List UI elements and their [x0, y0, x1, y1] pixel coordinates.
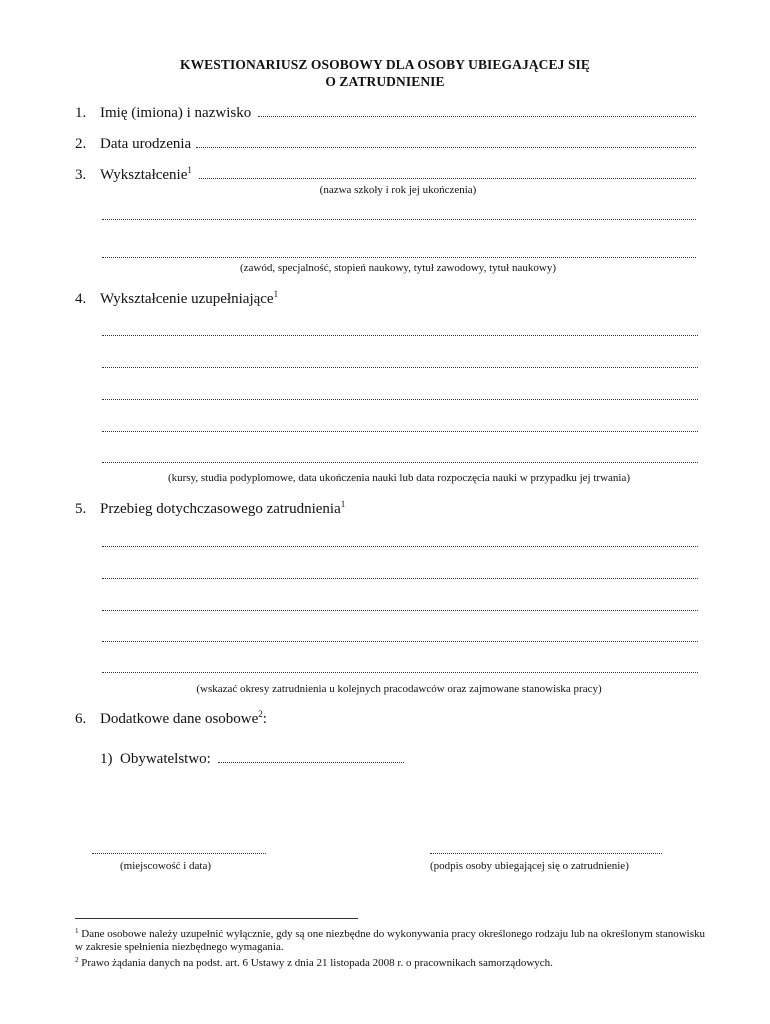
signature-field[interactable] — [430, 853, 662, 854]
employment-line[interactable] — [102, 578, 698, 579]
question-education — [75, 166, 192, 184]
footnote-ref: 1 — [273, 289, 279, 299]
hint-employment: (wskazać okresy zatrudnienia u kolejnych pracodawców oraz zajmowane stanowiska pracy) — [196, 683, 602, 695]
question-number: 3. — [75, 167, 87, 183]
question-suffix: : — [262, 711, 267, 727]
additional-education-line[interactable] — [102, 462, 698, 463]
question-label: Imię (imiona) i nazwisko — [100, 105, 252, 121]
additional-education-line[interactable] — [102, 367, 698, 368]
footnote-2 — [75, 957, 705, 970]
footnote-text: Dane osobowe należy uzupełnić wyłącznie, gdy są one niezbędne do wykonywania pracy określonego rodzaju lub na określonym stanowisku w zakresie spełnienia niezbędnego wymagania. — [75, 928, 706, 953]
form-title — [0, 56, 770, 90]
hint-signature: (podpis osoby ubiegającej się o zatrudnienie) — [430, 860, 629, 872]
place-date-field[interactable] — [92, 853, 266, 854]
question-label: Przebieg dotychczasowego zatrudnienia — [100, 501, 341, 517]
name-field[interactable] — [258, 116, 696, 117]
hint-school: (nazwa szkoły i rok jej ukończenia) — [319, 184, 477, 196]
question-number: 2. — [75, 136, 87, 152]
employment-line[interactable] — [102, 641, 698, 642]
question-number: 1. — [75, 105, 87, 121]
citizenship-number: 1) — [100, 751, 113, 767]
employment-line[interactable] — [102, 546, 698, 547]
question-number: 5. — [75, 501, 87, 517]
education-line-field[interactable] — [102, 219, 696, 220]
question-label: Dodatkowe dane osobowe — [100, 711, 259, 727]
footnote-1 — [75, 928, 705, 954]
footnote-text: Prawo żądania danych na podst. art. 6 Ustawy z dnia 21 listopada 2008 r. o pracownikach samorządowych. — [81, 957, 553, 969]
question-birth-date — [75, 135, 191, 153]
additional-education-line[interactable] — [102, 335, 698, 336]
question-employment-history — [75, 500, 345, 518]
employment-line[interactable] — [102, 610, 698, 611]
question-label: Wykształcenie uzupełniające — [100, 291, 274, 307]
hint-place-date: (miejscowość i data) — [120, 860, 212, 872]
form-title-line-2: O ZATRUDNIENIE — [325, 74, 445, 89]
citizenship-field[interactable] — [218, 762, 404, 763]
footnote-ref: 1 — [340, 499, 346, 509]
question-label: Wykształcenie — [100, 167, 188, 183]
question-label: Data urodzenia — [100, 136, 192, 152]
birth-date-field[interactable] — [196, 147, 696, 148]
additional-education-line[interactable] — [102, 399, 698, 400]
additional-education-line[interactable] — [102, 431, 698, 432]
question-name — [75, 104, 251, 122]
footnote-separator — [75, 918, 358, 919]
hint-courses: (kursy, studia podyplomowe, data ukończenia nauki lub data rozpoczęcia nauki w przypadku jej trwania) — [167, 472, 631, 484]
footnote-ref: 1 — [187, 165, 192, 175]
citizenship-text: Obywatelstwo: — [120, 751, 211, 767]
hint-profession: (zawód, specjalność, stopień naukowy, tytuł zawodowy, tytuł naukowy) — [240, 262, 556, 274]
footnote-ref: 2 — [258, 709, 263, 719]
question-number: 6. — [75, 711, 87, 727]
education-profession-field[interactable] — [102, 257, 696, 258]
question-additional-data — [75, 710, 267, 728]
citizenship-label — [100, 750, 211, 768]
form-title-line-1: KWESTIONARIUSZ OSOBOWY DLA OSOBY UBIEGAJĄCEJ SIĘ — [179, 57, 591, 72]
employment-line[interactable] — [102, 672, 698, 673]
footnote-mark: 2 — [75, 956, 79, 964]
question-number: 4. — [75, 291, 87, 307]
footnote-mark: 1 — [75, 927, 79, 935]
question-additional-education — [75, 290, 278, 308]
education-school-field[interactable] — [199, 178, 696, 179]
